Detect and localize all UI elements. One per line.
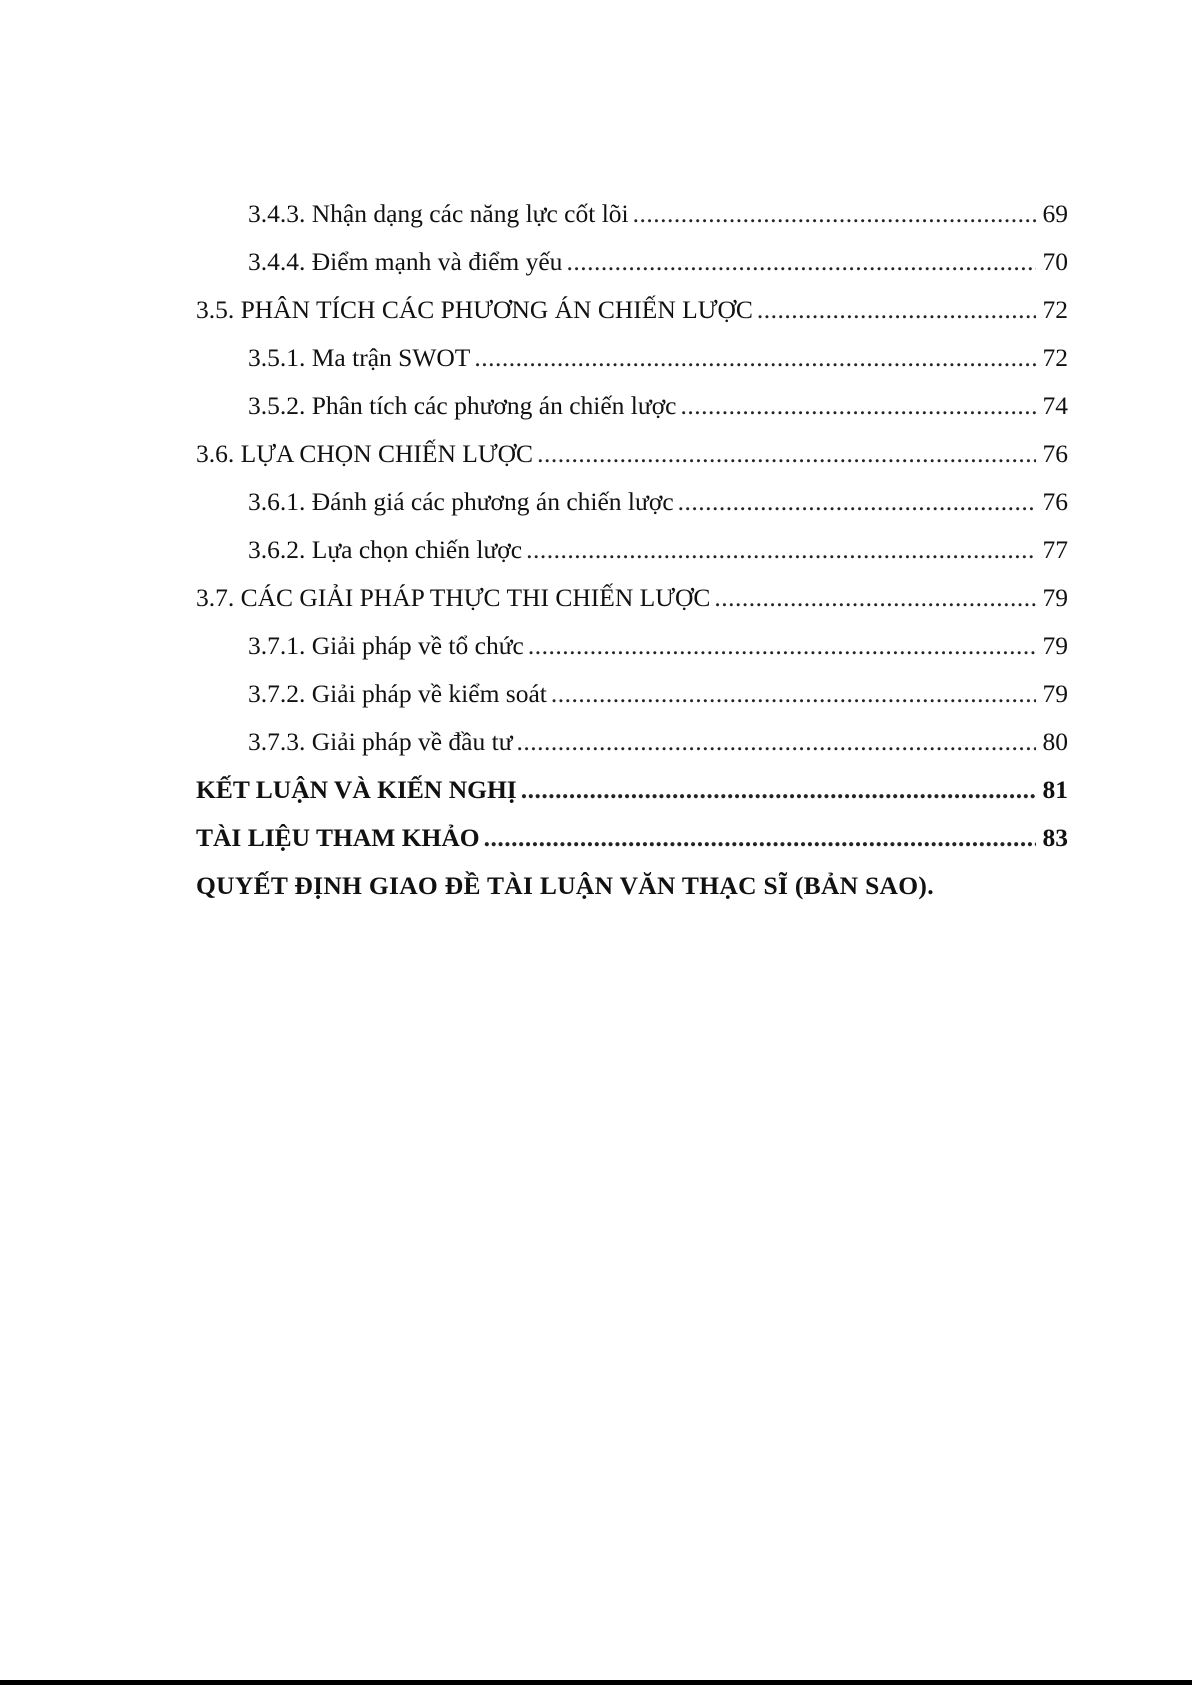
toc-entry-conclusion[interactable] [196, 766, 1068, 814]
toc-entry-page: 70 [1042, 247, 1068, 276]
toc-entry-page: 76 [1042, 439, 1068, 468]
toc-entry-3-4-4[interactable] [196, 238, 1068, 286]
toc-entry-label: 3.5. PHÂN TÍCH CÁC PHƯƠNG ÁN CHIẾN LƯỢC [196, 295, 753, 324]
toc-entry-label: 3.6.1. Đánh giá các phương án chiến lược [248, 487, 674, 516]
dot-leader [521, 766, 1036, 814]
dot-leader [633, 190, 1036, 238]
toc-entry-page: 72 [1042, 343, 1068, 372]
dot-leader [566, 238, 1036, 286]
toc-entry-page: 74 [1042, 391, 1068, 420]
toc-entry-3-6-2[interactable] [196, 526, 1068, 574]
dot-leader [551, 670, 1036, 718]
toc-entry-3-4-3[interactable] [196, 190, 1068, 238]
toc-entry-page: 69 [1042, 199, 1068, 228]
toc-entry-3-7-3[interactable] [196, 718, 1068, 766]
toc-entry-label: 3.6. LỰA CHỌN CHIẾN LƯỢC [196, 439, 534, 468]
toc-entry-page: 83 [1042, 823, 1068, 852]
toc-entry-label: QUYẾT ĐỊNH GIAO ĐỀ TÀI LUẬN VĂN THẠC SĨ (BẢN SAO). [196, 871, 934, 900]
page-bottom-rule [0, 1680, 1192, 1685]
toc-entry-label: 3.4.3. Nhận dạng các năng lực cốt lõi [248, 199, 629, 228]
toc-entry-3-5[interactable] [196, 286, 1068, 334]
toc-entry-page: 79 [1042, 631, 1068, 660]
dot-leader [474, 334, 1036, 382]
toc-entry-3-6[interactable] [196, 430, 1068, 478]
toc-entry-3-7-1[interactable] [196, 622, 1068, 670]
toc-entry-label: 3.7. CÁC GIẢI PHÁP THỰC THI CHIẾN LƯỢC [196, 583, 711, 612]
dot-leader [528, 622, 1036, 670]
toc-entry-3-6-1[interactable] [196, 478, 1068, 526]
toc-entry-label: 3.7.1. Giải pháp về tổ chức [248, 631, 524, 660]
toc-entry-3-5-2[interactable] [196, 382, 1068, 430]
toc-entry-page: 72 [1042, 295, 1068, 324]
toc-entry-3-7[interactable] [196, 574, 1068, 622]
toc-entry-label: 3.7.3. Giải pháp về đầu tư [248, 727, 513, 756]
toc-entry-3-5-1[interactable] [196, 334, 1068, 382]
toc-entry-label: 3.5.1. Ma trận SWOT [248, 343, 471, 372]
toc-entry-page: 79 [1042, 679, 1068, 708]
dot-leader [757, 286, 1036, 334]
toc-entry-page: 76 [1042, 487, 1068, 516]
dot-leader [526, 526, 1036, 574]
toc-entry-label: 3.4.4. Điểm mạnh và điểm yếu [248, 247, 563, 276]
toc-entry-label: 3.5.2. Phân tích các phương án chiến lược [248, 391, 677, 420]
table-of-contents [196, 190, 1068, 910]
toc-entry-label: KẾT LUẬN VÀ KIẾN NGHỊ [196, 775, 517, 804]
toc-entry-references[interactable] [196, 814, 1068, 862]
dot-leader [517, 718, 1036, 766]
toc-entry-page: 81 [1042, 775, 1068, 804]
toc-entry-label: TÀI LIỆU THAM KHẢO [196, 823, 480, 852]
dot-leader [537, 430, 1036, 478]
toc-entry-page: 80 [1042, 727, 1068, 756]
dot-leader [681, 382, 1037, 430]
toc-entry-page: 77 [1042, 535, 1068, 564]
toc-entry-label: 3.6.2. Lựa chọn chiến lược [248, 535, 523, 564]
toc-entry-page: 79 [1042, 583, 1068, 612]
dot-leader [714, 574, 1036, 622]
toc-entry-3-7-2[interactable] [196, 670, 1068, 718]
toc-entry-thesis-decision[interactable] [196, 862, 1068, 910]
toc-entry-label: 3.7.2. Giải pháp về kiểm soát [248, 679, 547, 708]
dot-leader [484, 814, 1036, 862]
dot-leader [678, 478, 1036, 526]
